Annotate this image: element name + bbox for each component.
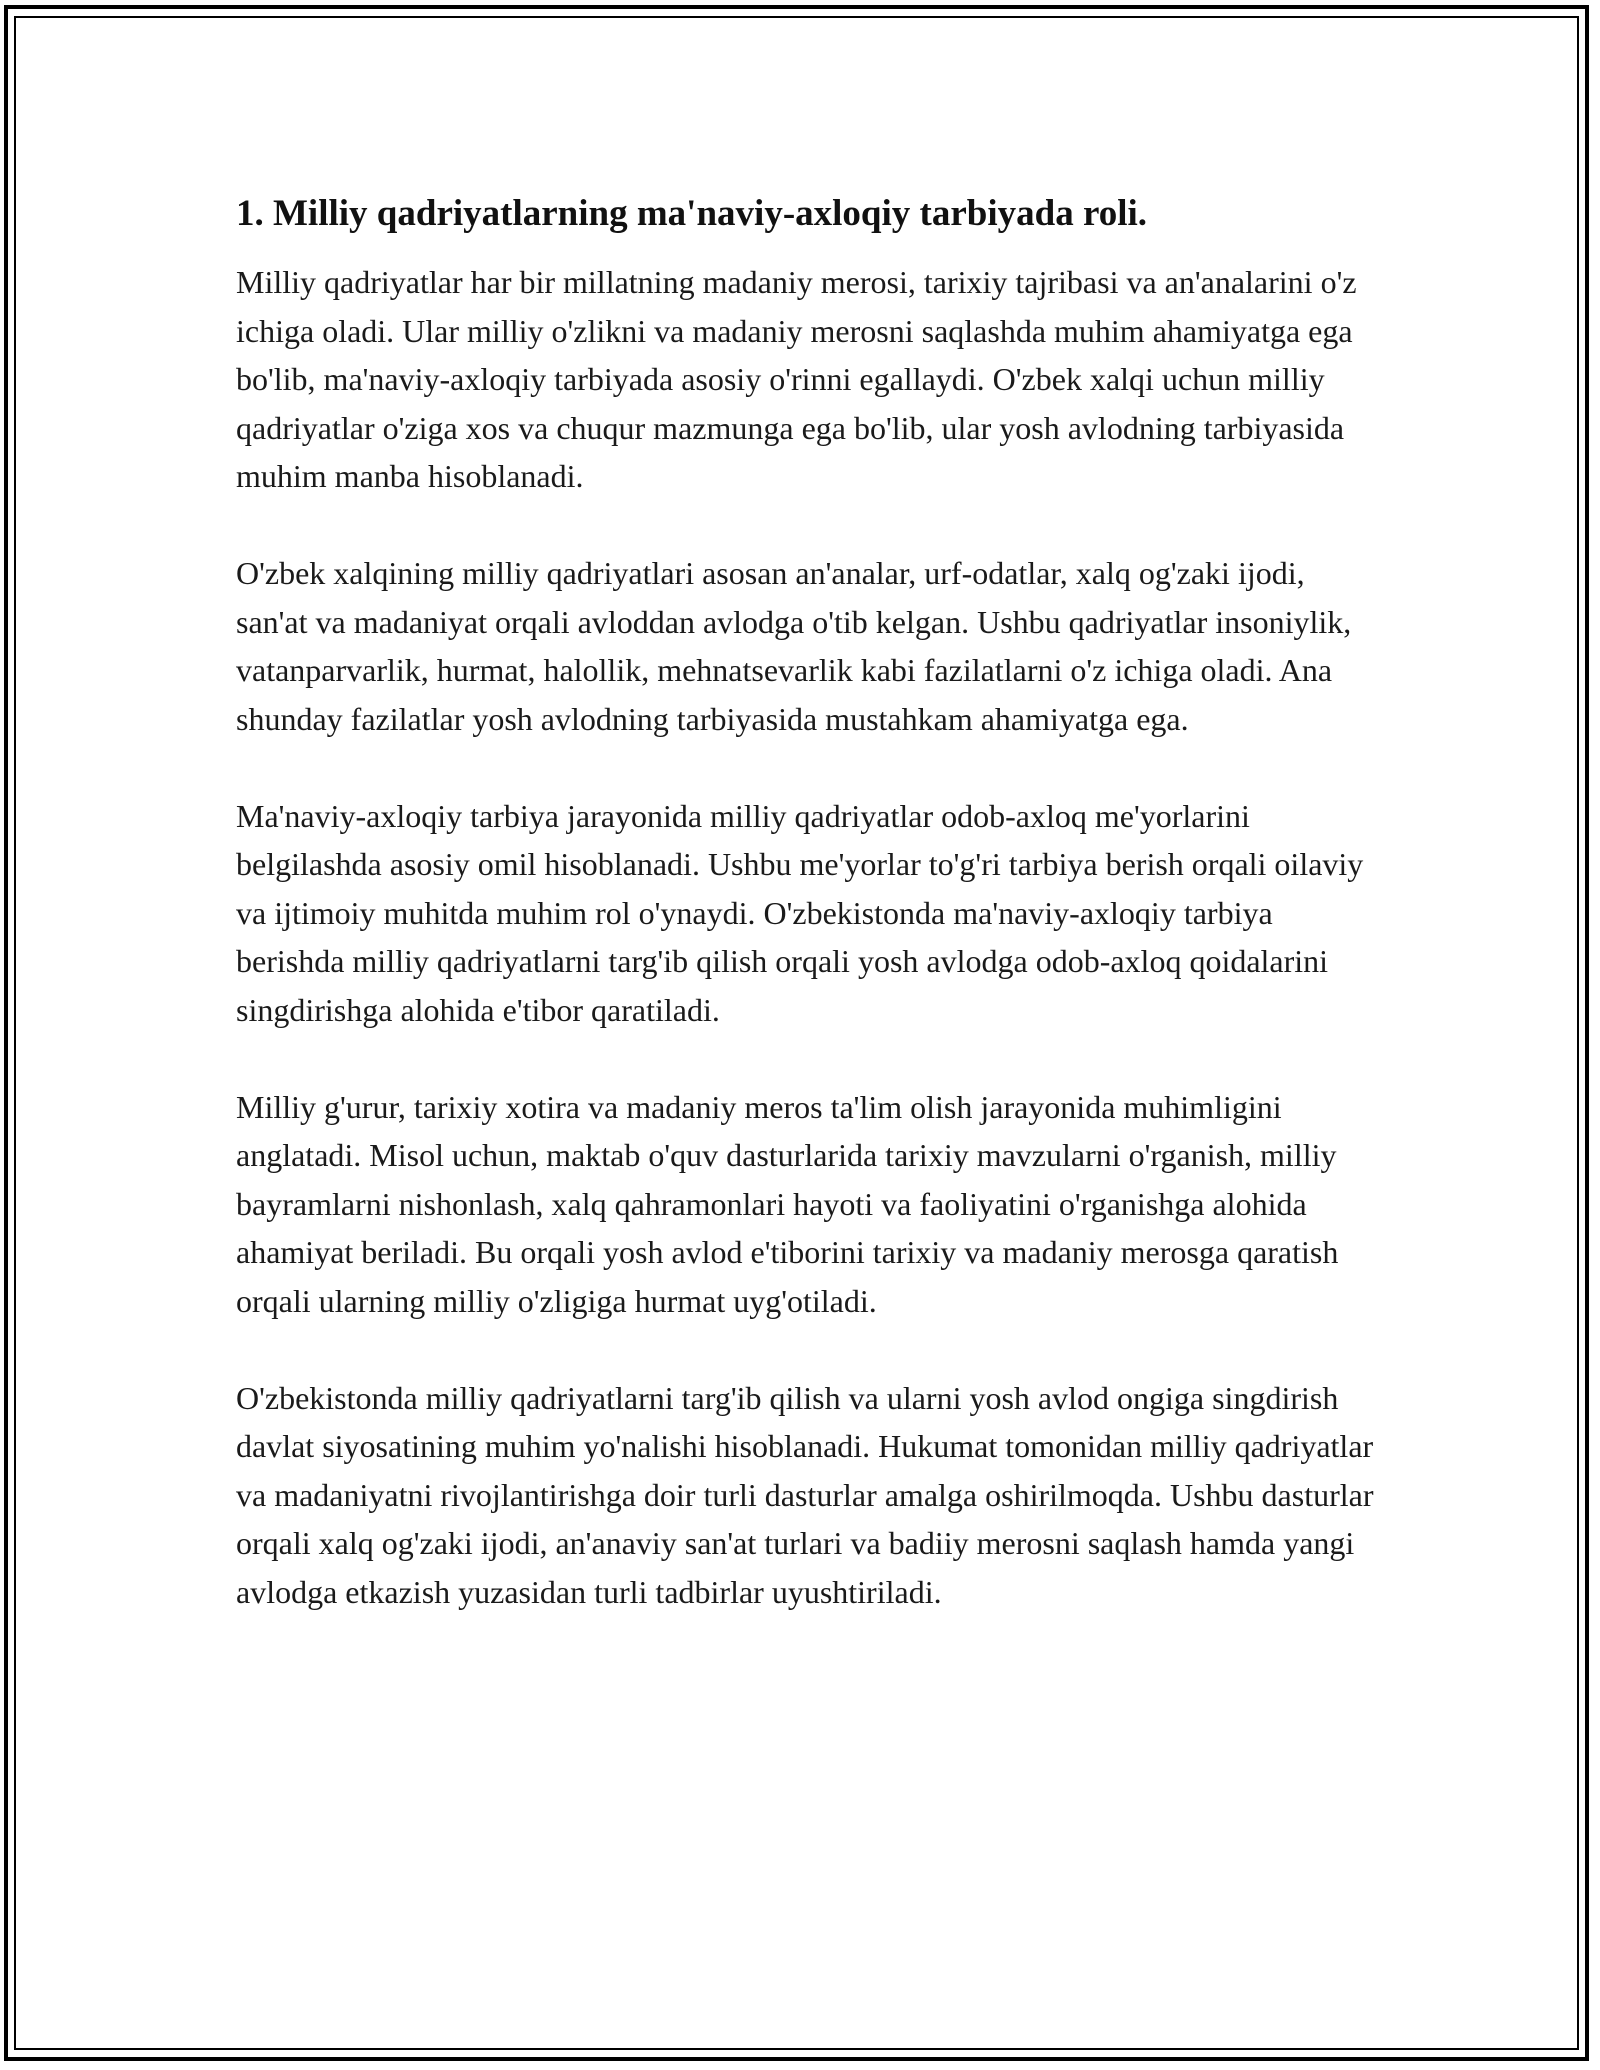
paragraph-4: Milliy g'urur, tarixiy xotira va madaniy meros ta'lim olish jarayonida muhimligini anglatadi. Misol uchun, maktab o'quv dasturlarida tarixiy mavzularni o'rganish, milliy bayramlarni nishonlash, xalq qahramonlari hayoti va faoliyatini o'rganishga alohida ahamiyat beriladi. Bu orqali yosh avlod e'tiborini tarixiy va madaniy merosga qaratish orqali ularning milliy o'zligiga hurmat uyg'otiladi. (236, 1088, 1339, 1319)
document-body (236, 190, 1376, 1616)
paragraph-5: O'zbekistonda milliy qadriyatlarni targ'ib qilish va ularni yosh avlod ongiga singdirish davlat siyosatining muhim yo'nalishi hisoblanadi. Hukumat tomonidan milliy qadriyatlar va madaniyatni rivojlantirishga doir turli dasturlar amalga oshirilmoqda. Ushbu dasturlar orqali xalq og'zaki ijodi, an'anaviy san'at turlari va badiiy merosni saqlash hamda yangi avlodga etkazish yuzasidan turli tadbirlar uyushtiriladi. (236, 1379, 1374, 1610)
paragraph-2: O'zbek xalqining milliy qadriyatlari asosan an'analar, urf-odatlar, xalq og'zaki ijodi, san'at va madaniyat orqali avloddan avlodga o'tib kelgan. Ushbu qadriyatlar insoniylik, vatanparvarlik, hurmat, halollik, mehnatsevarlik kabi fazilatlarni o'z ichiga oladi. Ana shunday fazilatlar yosh avlodning tarbiyasida mustahkam ahamiyatga ega. (236, 555, 1352, 737)
paragraph-1: Milliy qadriyatlar har bir millatning madaniy merosi, tarixiy tajribasi va an'analarini o'z ichiga oladi. Ular milliy o'zlikni va madaniy merosni saqlashda muhim ahamiyatga ega bo'lib, ma'naviy-axloqiy tarbiyada asosiy o'rinni egallaydi. O'zbek xalqi uchun milliy qadriyatlar o'ziga xos va chuqur mazmunga ega bo'lib, ular yosh avlodning tarbiyasida muhim manba hisoblanadi. (236, 264, 1357, 494)
page-title: 1. Milliy qadriyatlarning ma'naviy-axloqiy tarbiyada roli. (236, 193, 1148, 234)
paragraph-3: Ma'naviy-axloqiy tarbiya jarayonida milliy qadriyatlar odob-axloq me'yorlarini belgilashda asosiy omil hisoblanadi. Ushbu me'yorlar to'g'ri tarbiya berish orqali oilaviy va ijtimoiy muhitda muhim rol o'ynaydi. O'zbekistonda ma'naviy-axloqiy tarbiya berishda milliy qadriyatlarni targ'ib qilish orqali yosh avlodga odob-axloq qoidalarini singdirishga alohida e'tibor qaratiladi. (236, 797, 1364, 1028)
